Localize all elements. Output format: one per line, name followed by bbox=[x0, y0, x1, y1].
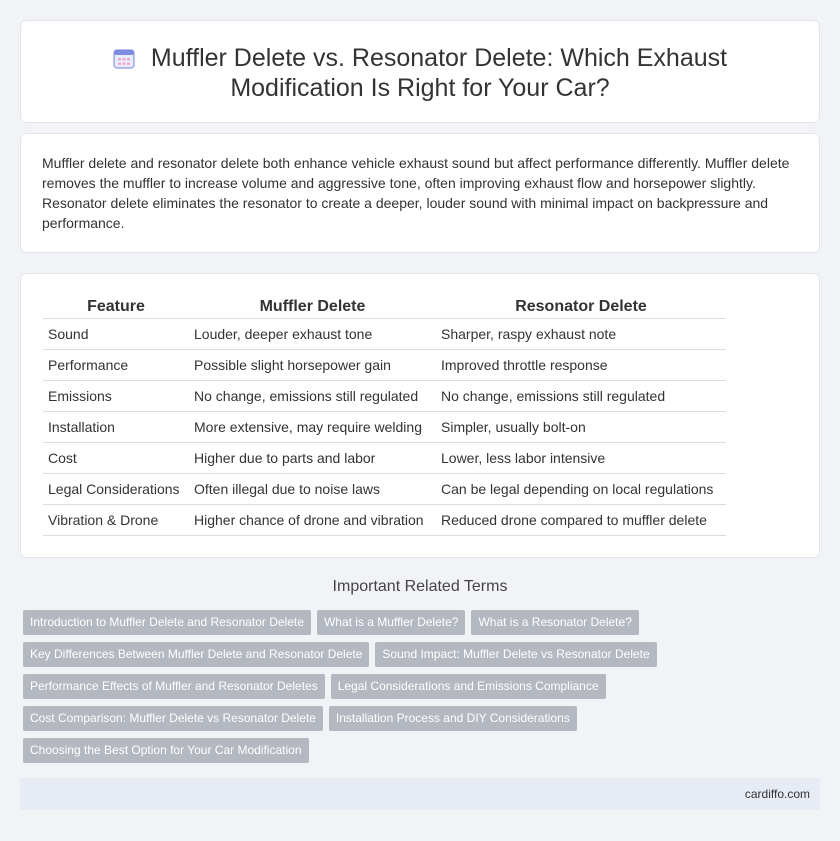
cell-feature: Installation bbox=[43, 411, 189, 442]
related-terms-list bbox=[23, 610, 823, 770]
table-row bbox=[43, 318, 726, 349]
cell-resonator: Reduced drone compared to muffler delete bbox=[436, 504, 726, 535]
cell-feature: Cost bbox=[43, 442, 189, 473]
footer bbox=[20, 778, 820, 810]
cell-feature: Sound bbox=[43, 318, 189, 349]
header-muffler-delete: Muffler Delete bbox=[189, 296, 436, 318]
footer-site-link[interactable]: cardiffo.com bbox=[744, 787, 810, 801]
cell-muffler: Possible slight horsepower gain bbox=[189, 349, 436, 380]
table-header-row bbox=[43, 296, 726, 318]
page-title-wrap bbox=[21, 43, 819, 103]
header-resonator-delete: Resonator Delete bbox=[436, 296, 726, 318]
calendar-icon bbox=[113, 47, 135, 69]
related-term-tag[interactable]: Legal Considerations and Emissions Compliance bbox=[331, 674, 606, 699]
related-term-tag[interactable]: What is a Muffler Delete? bbox=[317, 610, 466, 635]
intro-paragraph: Muffler delete and resonator delete both enhance vehicle exhaust sound but affect performance differently. Muffler delete removes the muffler to increase volume and aggressive tone, often improving exhaust flow and horsepower slightly. Resonator delete eliminates the resonator to create a deeper, louder sound with minimal impact on backpressure and performance. bbox=[42, 155, 790, 231]
table-row bbox=[43, 504, 726, 535]
related-term-tag[interactable]: What is a Resonator Delete? bbox=[471, 610, 638, 635]
cell-resonator: No change, emissions still regulated bbox=[436, 380, 726, 411]
table-row bbox=[43, 473, 726, 504]
cell-feature: Performance bbox=[43, 349, 189, 380]
related-term-tag[interactable]: Cost Comparison: Muffler Delete vs Resonator Delete bbox=[23, 706, 323, 731]
cell-resonator: Improved throttle response bbox=[436, 349, 726, 380]
related-term-tag[interactable]: Sound Impact: Muffler Delete vs Resonator Delete bbox=[375, 642, 656, 667]
tag-row bbox=[23, 610, 823, 642]
page-title: Muffler Delete vs. Resonator Delete: Which Exhaust Modification Is Right for Your Car? bbox=[150, 44, 728, 102]
related-term-tag[interactable]: Choosing the Best Option for Your Car Modification bbox=[23, 738, 309, 763]
cell-resonator: Sharper, raspy exhaust note bbox=[436, 318, 726, 349]
tag-row bbox=[23, 642, 823, 674]
table-row bbox=[43, 411, 726, 442]
cell-muffler: Higher chance of drone and vibration bbox=[189, 504, 436, 535]
tag-row bbox=[23, 706, 823, 738]
comparison-table bbox=[43, 296, 726, 536]
cell-resonator: Simpler, usually bolt-on bbox=[436, 411, 726, 442]
related-term-tag[interactable]: Introduction to Muffler Delete and Resonator Delete bbox=[23, 610, 311, 635]
tag-row bbox=[23, 674, 823, 706]
cell-muffler: Louder, deeper exhaust tone bbox=[189, 318, 436, 349]
tag-row bbox=[23, 738, 823, 770]
title-card bbox=[20, 20, 820, 123]
table-row bbox=[43, 349, 726, 380]
cell-muffler: No change, emissions still regulated bbox=[189, 380, 436, 411]
related-terms-title: Important Related Terms bbox=[332, 578, 508, 595]
related-term-tag[interactable]: Performance Effects of Muffler and Resonator Deletes bbox=[23, 674, 325, 699]
cell-feature: Legal Considerations bbox=[43, 473, 189, 504]
header-feature: Feature bbox=[43, 296, 189, 318]
cell-feature: Emissions bbox=[43, 380, 189, 411]
cell-muffler: More extensive, may require welding bbox=[189, 411, 436, 442]
intro-card bbox=[20, 133, 820, 253]
table-row bbox=[43, 380, 726, 411]
related-term-tag[interactable]: Installation Process and DIY Considerations bbox=[329, 706, 577, 731]
table-row bbox=[43, 442, 726, 473]
cell-resonator: Can be legal depending on local regulations bbox=[436, 473, 726, 504]
comparison-card bbox=[20, 273, 820, 558]
cell-muffler: Higher due to parts and labor bbox=[189, 442, 436, 473]
cell-feature: Vibration & Drone bbox=[43, 504, 189, 535]
related-term-tag[interactable]: Key Differences Between Muffler Delete and Resonator Delete bbox=[23, 642, 369, 667]
cell-resonator: Lower, less labor intensive bbox=[436, 442, 726, 473]
cell-muffler: Often illegal due to noise laws bbox=[189, 473, 436, 504]
